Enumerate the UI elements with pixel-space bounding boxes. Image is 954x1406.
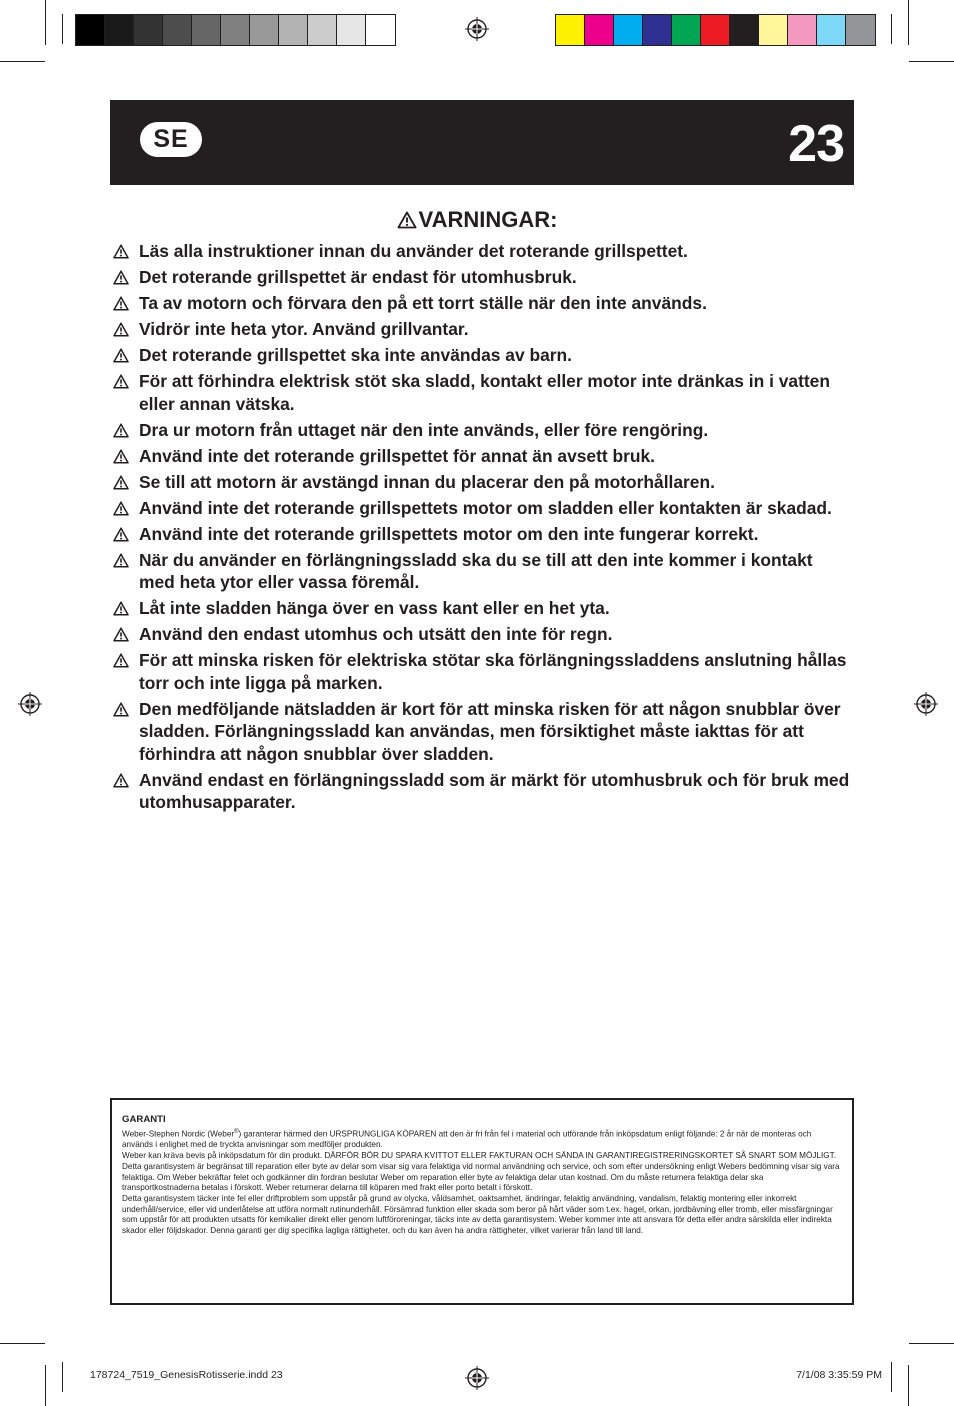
- warning-text: Den medföljande nätsladden är kort för att minska risken för att någon snubblar över sladden. Förlängningssladd kan användas, men försiktighet måste iakttas för att förhindra att någon snubblar över sladden.: [139, 698, 841, 764]
- color-swatch: [614, 15, 643, 45]
- gray-swatch: [76, 15, 105, 45]
- warning-text: Dra ur motorn från uttaget när den inte används, eller före rengöring.: [139, 419, 709, 440]
- warning-triangle-icon: [113, 475, 129, 490]
- warning-triangle-icon: [113, 553, 129, 568]
- warning-item: [113, 370, 853, 415]
- warning-item: [113, 445, 853, 468]
- warnings-list: [113, 240, 853, 817]
- warning-text: Vidrör inte heta ytor. Använd grillvantar.: [139, 319, 469, 339]
- warning-item: [113, 623, 853, 646]
- color-swatch: [585, 15, 614, 45]
- warranty-text: ) garanterar härmed den URSPRUNGLIGA KÖPAREN att den är fri från fel i material och utförande från inköpsdatum enligt följande: 2 år när de monteras och används i enlighet med de tryckta anvisningar som medföljer produkten.: [122, 1129, 812, 1150]
- language-badge: SE: [140, 122, 202, 157]
- warning-triangle-icon: [113, 244, 129, 259]
- warning-triangle-icon: [113, 296, 129, 311]
- warning-triangle-icon: [113, 348, 129, 363]
- page-header-bar: [110, 100, 854, 185]
- gray-swatch: [366, 15, 395, 45]
- warning-text: För att förhindra elektrisk stöt ska sladd, kontakt eller motor inte dränkas in i vatten eller annan vätska.: [139, 371, 830, 414]
- warning-triangle-icon: [113, 702, 129, 717]
- warnings-title: VARNINGAR:: [418, 207, 558, 232]
- warning-triangle-icon: [113, 773, 129, 788]
- warning-item: [113, 769, 853, 814]
- gray-swatch: [337, 15, 366, 45]
- warranty-paragraph: Detta garantisystem är begränsat till reparation eller byte av delar som visar sig vara felaktiga vid normal användning och service, och som efter undersökning enligt Webers bedömning visar sig vara felaktiga. Om Weber bekräftar felet och godkänner din fordran beslutar Weber om reparation eller byte av felaktiga delar utan kostnad. Om du måste returnera felaktiga delar ska transportkostnaderna betalas i förskott. Weber returnerar delarna till köparen med frakt eller porto betalt i förskott.: [122, 1161, 840, 1193]
- gray-swatch: [192, 15, 221, 45]
- gray-swatch: [279, 15, 308, 45]
- warranty-box: [110, 1098, 854, 1305]
- color-swatch: [672, 15, 701, 45]
- gray-swatch: [308, 15, 337, 45]
- warning-item: [113, 523, 853, 546]
- warning-text: Använd inte det roterande grillspettets motor om den inte fungerar korrekt.: [139, 523, 759, 544]
- warning-text: För att minska risken för elektriska stötar ska förlängningssladdens anslutning hållas torr och inte ligga på marken.: [139, 650, 847, 693]
- process-color-bar: [555, 14, 876, 46]
- warning-text: Låt inte sladden hänga över en vass kant eller en het yta.: [139, 598, 610, 618]
- warning-text: Använd inte det roterande grillspettet för annat än avsett bruk.: [139, 445, 656, 466]
- warning-triangle-icon: [113, 322, 129, 337]
- warning-triangle-icon: [113, 449, 129, 464]
- warning-item: [113, 344, 853, 367]
- grayscale-color-bar: [75, 14, 396, 46]
- warning-triangle-icon: [113, 374, 129, 389]
- registration-mark-left-icon: [18, 692, 42, 716]
- warning-item: [113, 419, 853, 442]
- warning-item: [113, 471, 853, 494]
- warning-text: När du använder en förlängningssladd ska du se till att den inte kommer i kontakt med heta ytor eller vassa föremål.: [139, 549, 813, 592]
- warning-text: Det roterande grillspettet är endast för utomhusbruk.: [139, 267, 577, 287]
- warning-text: Läs alla instruktioner innan du använder det roterande grillspettet.: [139, 241, 688, 261]
- gray-swatch: [163, 15, 192, 45]
- gray-swatch: [250, 15, 279, 45]
- warranty-paragraph: [122, 1127, 842, 1151]
- color-swatch: [788, 15, 817, 45]
- registration-mark-top-icon: [465, 17, 489, 41]
- warranty-text: Weber-Stephen Nordic (Weber: [122, 1129, 235, 1139]
- warranty-paragraph: Detta garantisystem täcker inte fel eller driftproblem som uppstår på grund av olycka, våldsamhet, oaktsamhet, ändringar, felaktig användning, vandalism, felaktig montering eller inkorrekt underhåll/service, eller vid underlåtelse att utföra normalt rutinunderhåll. Försämrad funktion eller skada som beror på hårt väder som t.ex. hagel, orkan, jordbävning eller tromb, eller missfärgningar som uppstår för att produkten utsatts för kemikalier direkt eller genom luftföroreningar, täcks inte av detta garantisystem. Weber kommer inte att ansvara för detta eller andra särskilda eller indirekta skador eller följdskador. Denna garanti ger dig specifika lagliga rättigheter, och du kan även ha andra rättigheter, vilket varierar från land till land.: [122, 1193, 833, 1236]
- warning-item: [113, 266, 853, 289]
- warning-triangle-icon: [113, 270, 129, 285]
- page-number: 23: [788, 115, 844, 173]
- warranty-title: GARANTI: [122, 1114, 166, 1125]
- warning-triangle-icon: [113, 627, 129, 642]
- warning-triangle-icon: [397, 211, 417, 229]
- registration-mark-bottom-icon: [465, 1366, 489, 1390]
- gray-swatch: [134, 15, 163, 45]
- warning-triangle-icon: [113, 601, 129, 616]
- registered-mark: ®: [234, 1129, 239, 1135]
- footer-date-time: 7/1/08 3:35:59 PM: [796, 1369, 882, 1381]
- color-swatch: [556, 15, 585, 45]
- warranty-paragraph: Weber kan kräva bevis på inköpsdatum för din produkt. DÄRFÖR BÖR DU SPARA KVITTOT ELLER FAKTURAN OCH SÄNDA IN GARANTIREGISTRERINGSKORTET SÅ SNART SOM MÖJLIGT.: [122, 1151, 837, 1161]
- warning-triangle-icon: [113, 527, 129, 542]
- gray-swatch: [105, 15, 134, 45]
- warning-item: [113, 549, 853, 594]
- warnings-heading: [0, 206, 954, 234]
- warning-text: Det roterande grillspettet ska inte användas av barn.: [139, 345, 572, 365]
- warning-item: [113, 292, 853, 315]
- color-swatch: [846, 15, 875, 45]
- warning-text: Använd endast en förlängningssladd som är märkt för utomhusbruk och för bruk med utomhusapparater.: [139, 769, 850, 812]
- warning-triangle-icon: [113, 501, 129, 516]
- warning-text: Se till att motorn är avstängd innan du placerar den på motorhållaren.: [139, 471, 715, 492]
- registration-mark-right-icon: [914, 692, 938, 716]
- gray-swatch: [221, 15, 250, 45]
- warning-item: [113, 240, 853, 263]
- warning-item: [113, 597, 853, 620]
- warning-triangle-icon: [113, 653, 129, 668]
- warning-triangle-icon: [113, 423, 129, 438]
- color-swatch: [730, 15, 759, 45]
- footer-file-info: 178724_7519_GenesisRotisserie.indd 23: [90, 1369, 283, 1381]
- color-swatch: [643, 15, 672, 45]
- warning-item: [113, 318, 853, 341]
- warning-text: Ta av motorn och förvara den på ett torrt ställe när den inte används.: [139, 293, 707, 313]
- color-swatch: [759, 15, 788, 45]
- color-swatch: [701, 15, 730, 45]
- warning-text: Använd inte det roterande grillspettets motor om sladden eller kontakten är skadad.: [139, 497, 832, 518]
- warning-text: Använd den endast utomhus och utsätt den inte för regn.: [139, 624, 613, 644]
- warning-item: [113, 497, 853, 520]
- warning-item: [113, 698, 853, 766]
- warning-item: [113, 649, 853, 694]
- color-swatch: [817, 15, 846, 45]
